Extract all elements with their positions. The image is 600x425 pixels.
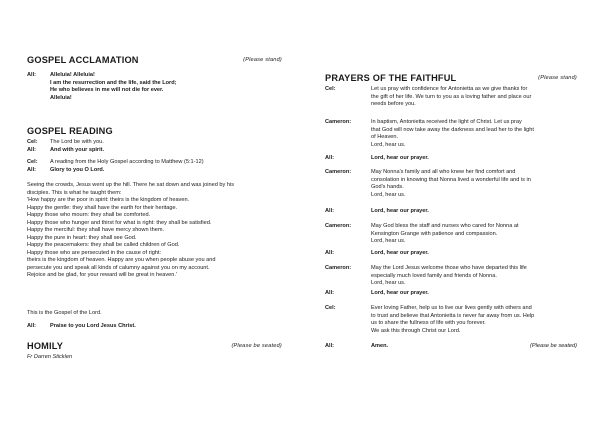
intention-speaker: Cameron: xyxy=(325,119,352,125)
passage-line: Happy those who are persecuted in the cause of right: xyxy=(27,249,162,256)
intention-line: Kensington Grange with patience and compassion. xyxy=(371,230,498,237)
response-text: Lord, hear our prayer. xyxy=(371,155,429,161)
response-text: And with your spirit. xyxy=(50,147,105,153)
passage-line: Rejoice and be glad, for your reward will be great in heaven.' xyxy=(27,272,178,278)
acclamation-speaker: All: xyxy=(27,72,37,78)
acclamation-line: He who believes in me will not die for ever. xyxy=(50,87,164,93)
acclamation-line: I am the resurrection and the life, said the Lord; xyxy=(50,79,177,86)
prayers-heading xyxy=(325,73,577,83)
intention-speaker: Cameron: xyxy=(325,223,352,229)
response-speaker: Cel: xyxy=(27,139,38,145)
response-speaker: All: xyxy=(325,250,335,256)
amen-instruction: (Please be seated) xyxy=(530,343,577,349)
intention-line: that God will now take away the darkness and lead her to the light xyxy=(371,126,534,133)
intention-line: Lord, hear us. xyxy=(371,238,406,244)
conclusion-text xyxy=(371,305,577,335)
response-text: A reading from the Holy Gospel according to Matthew (5:1-12) xyxy=(50,159,204,165)
prayers-instruction: (Please stand) xyxy=(538,75,577,81)
response-speaker: All: xyxy=(27,167,37,173)
passage-line: disciples. This is what he taught them: xyxy=(27,189,122,196)
response-speaker: All: xyxy=(27,147,37,153)
prayer-line: Let us pray with confidence for Antonietta as we give thanks for xyxy=(371,86,528,92)
intention-line: May Nonna's family and all who knew her find comfort and xyxy=(371,169,516,175)
homily-presenter: Fr Darren Sticklen xyxy=(27,354,73,360)
acclamation-text xyxy=(50,72,282,102)
gospel-closing: This is the Gospel of the Lord. xyxy=(27,310,102,316)
intention-line: In baptism, Antonietta received the light of Christ. Let us pray xyxy=(371,119,522,125)
passage-line: Happy the merciful: they shall have mercy shown them. xyxy=(27,227,165,233)
response-text: Lord, hear our prayer. xyxy=(371,290,429,296)
passage-line: Happy the peacemakers: they shall be called children of God. xyxy=(27,242,180,248)
intention-line: May the Lord Jesus welcome those who have departed this life xyxy=(371,265,527,271)
intention-line: especially much loved family and friends of Nonna. xyxy=(371,272,497,279)
passage-line: Happy the pure in heart: they shall see God. xyxy=(27,234,137,241)
gospel-acclamation-heading xyxy=(27,55,282,65)
response-speaker: All: xyxy=(325,155,335,161)
response-text: Glory to you O Lord. xyxy=(50,167,105,173)
passage-line: 'How happy are the poor in spirit: theirs is the kingdom of heaven. xyxy=(27,197,190,203)
amen-text: Amen. xyxy=(371,343,389,349)
response-text: The Lord be with you. xyxy=(50,139,104,145)
response-speaker: Cel: xyxy=(27,159,38,165)
homily-title: HOMILY xyxy=(27,341,64,351)
passage-line: Seeing the crowds, Jesus went up the hill. There he sat down and was joined by his xyxy=(27,182,234,188)
intention-line: May God bless the staff and nurses who cared for Nonna at xyxy=(371,223,519,229)
conclusion-line: Ever loving Father, help us to live our lives gently with others and xyxy=(371,305,532,311)
passage-line: theirs is the kingdom of heaven. Happy are you when people abuse you and xyxy=(27,257,216,263)
intention-speaker: Cameron: xyxy=(325,169,352,175)
acclamation-instruction: (Please stand) xyxy=(243,57,282,63)
intention-line: Lord, hear us. xyxy=(371,280,406,286)
prayer-line: needs before you. xyxy=(371,101,416,107)
acclamation-line: Alleluia! Alleluia! xyxy=(50,72,95,78)
final-response-speaker: All: xyxy=(27,323,37,329)
prayer-speaker: Cel: xyxy=(325,86,336,92)
gospel-reading-heading xyxy=(27,126,282,136)
final-response-text: Praise to you Lord Jesus Christ. xyxy=(50,323,136,329)
conclusion-line: We ask this through Christ our Lord. xyxy=(371,327,461,334)
conclusion-speaker: Cel: xyxy=(325,305,336,311)
intention-line: God's hands. xyxy=(371,184,404,190)
prayer-line: the gift of her life. We turn to you as a loving father and place our xyxy=(371,93,532,100)
homily-instruction: (Please be seated) xyxy=(231,343,282,349)
intention-text xyxy=(371,169,577,199)
passage-line: persecute you and speak all kinds of calumny against you on my account. xyxy=(27,264,210,271)
gospel-passage xyxy=(27,182,282,280)
intention-text xyxy=(371,265,577,288)
intention-text xyxy=(371,119,577,149)
prayer-text xyxy=(371,86,577,109)
prayers-title: PRAYERS OF THE FAITHFUL xyxy=(325,73,457,83)
response-text: Lord, hear our prayer. xyxy=(371,250,429,256)
homily-heading xyxy=(27,341,282,351)
conclusion-line: to trust and believe that Antonietta is never far away from us. Help xyxy=(371,312,535,319)
intention-line: Lord, hear us. xyxy=(371,191,406,198)
intention-line: of Heaven. xyxy=(371,134,399,140)
gospel-reading-title: GOSPEL READING xyxy=(27,126,113,136)
response-speaker: All: xyxy=(325,208,335,214)
intention-line: Lord, hear us. xyxy=(371,141,406,148)
passage-line: Happy those who hunger and thirst for what is right: they shall be satisfied. xyxy=(27,219,212,226)
intention-text xyxy=(371,223,577,246)
passage-line: Happy those who mourn: they shall be comforted. xyxy=(27,212,151,218)
intention-line: consolation in knowing that Nonna lived a wonderful life and is in xyxy=(371,176,531,183)
response-text: Lord, hear our prayer. xyxy=(371,208,429,214)
conclusion-line: us to share the fullness of life with you forever. xyxy=(371,320,486,326)
intention-speaker: Cameron: xyxy=(325,265,352,271)
response-speaker: All: xyxy=(325,290,335,296)
amen-speaker: All: xyxy=(325,343,335,349)
acclamation-line: Alleluia! xyxy=(50,94,72,101)
gospel-acclamation-title: GOSPEL ACCLAMATION xyxy=(27,55,139,65)
passage-line: Happy the gentle: they shall have the earth for their heritage. xyxy=(27,204,178,211)
